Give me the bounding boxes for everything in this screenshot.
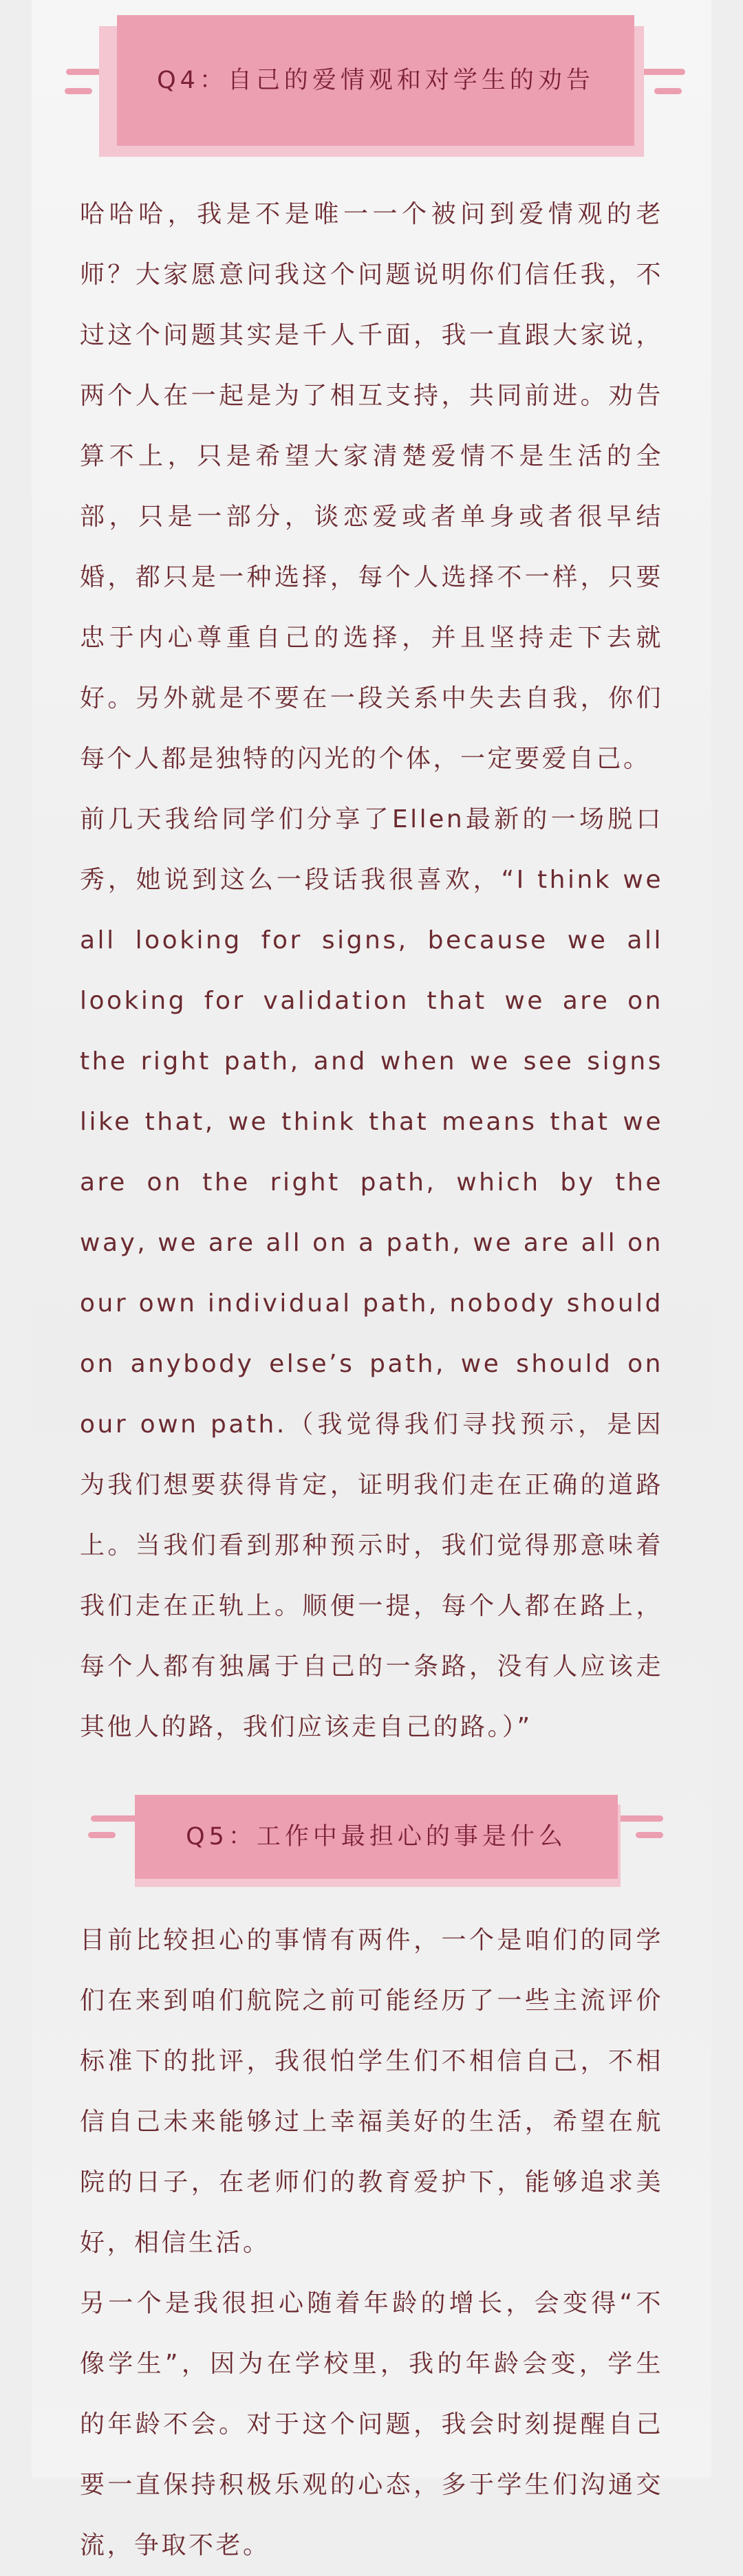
article-page — [32, 0, 711, 2559]
decor-dot-left — [88, 1832, 116, 1838]
q5-paragraph-1: 目前比较担心的事情有两件，一个是咱们的同学们在来到咱们航院之前可能经历了一些主流评价标准下的批评，我很怕学生们不相信自己，不相信自己未来能够过上幸福美好的生活，希望在航院的日子，在老师们的教育爱护下，能够追求美好，相信生活。 — [80, 1926, 663, 2257]
q4-paragraph-2: 前几天我给同学们分享了Ellen最新的一场脱口秀，她说到这么一段话我很喜欢，“I think we all looking for signs, because we all looking for validation that we are on the right path, and when we see signs like that, we think that means that we are on the right path, which by the way, we are all on a path, we are all on our own individual path, nobody should on anybody else’s path, we should on our own path.（我觉得我们寻找预示，是因为我们想要获得肯定，证明我们走在正确的道路上。当我们看到那种预示时，我们觉得那意味着我们走在正轨上。顺便一提，每个人都在路上，每个人都有独属于自己的一条路，没有人应该走其他人的路，我们应该走自己的路。）” — [80, 805, 663, 1741]
section-heading-q4: Q4：自己的爱情观和对学生的劝告 — [117, 15, 634, 146]
q4-paragraph-1: 哈哈哈，我是不是唯一一个被问到爱情观的老师？大家愿意问我这个问题说明你们信任我，不过这个问题其实是千人千面，我一直跟大家说，两个人在一起是为了相互支持，共同前进。劝告算不上，只是希望大家清楚爱情不是生活的全部，只是一部分，谈恋爱或者单身或者很早结婚，都只是一种选择，每个人选择不一样，只要忠于内心尊重自己的选择，并且坚持走下去就好。另外就是不要在一段关系中失去自我，你们每个人都是独特的闪光的个体，一定要爱自己。 — [80, 200, 663, 773]
decor-dot-right — [636, 1832, 663, 1838]
section-heading-q5: Q5：工作中最担心的事是什么 — [135, 1795, 618, 1879]
q4-header — [32, 0, 711, 158]
decor-dot-left — [65, 88, 92, 94]
q5-header — [32, 1785, 711, 1887]
q5-paragraph-2: 另一个是我很担心随着年龄的增长，会变得“不像学生”，因为在学校里，我的年龄会变，学生的年龄不会。对于这个问题，我会时刻提醒自己要一直保持积极乐观的心态，多于学生们沟通交流，争取不老。 — [80, 2289, 663, 2559]
decor-dot-right — [654, 88, 682, 94]
